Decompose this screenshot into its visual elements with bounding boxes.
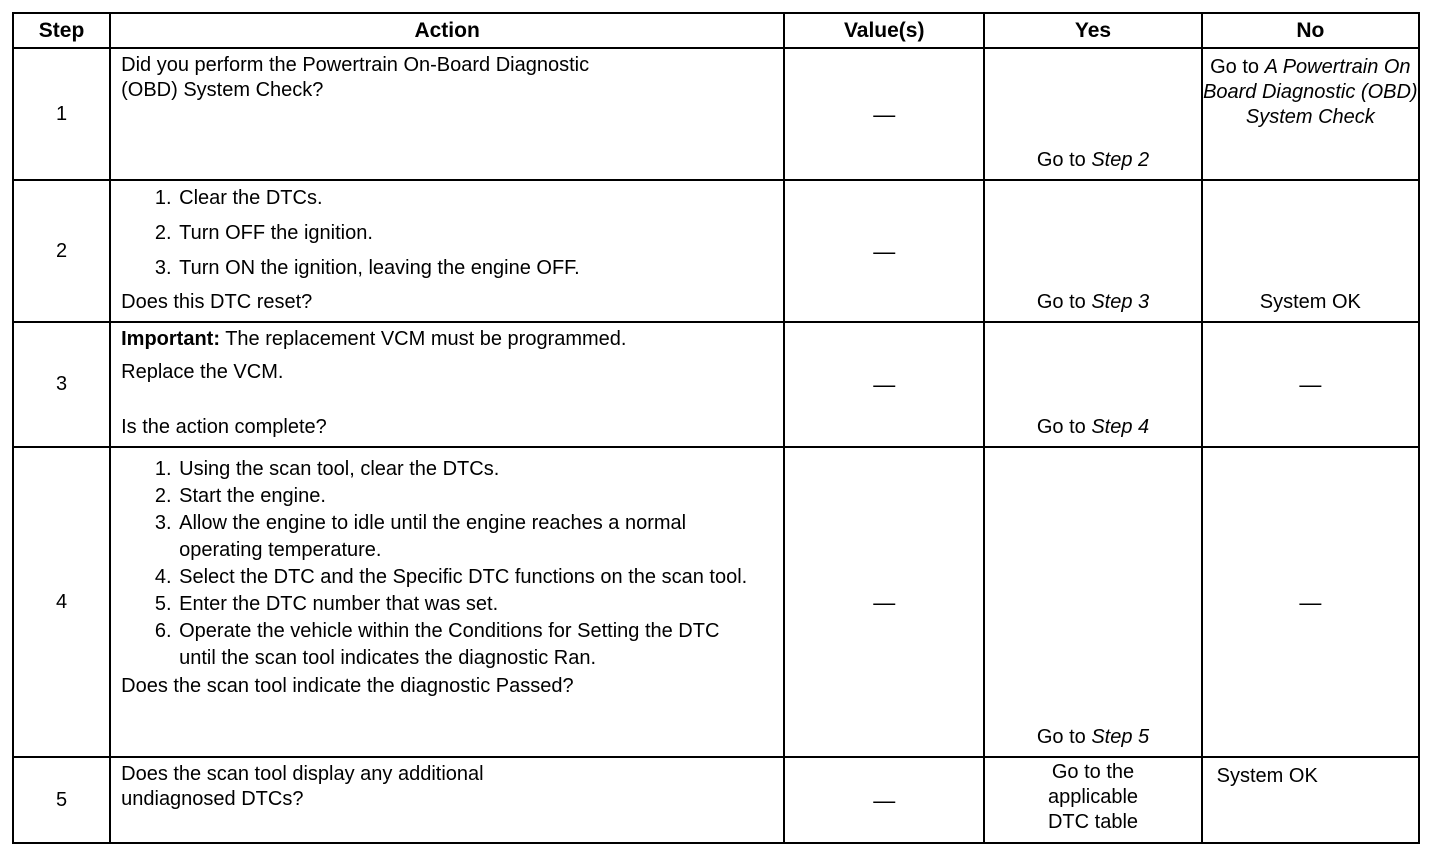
header-row: [13, 13, 1419, 48]
no-cell: —: [1202, 447, 1419, 757]
header-yes: Yes: [984, 13, 1201, 48]
yes-link[interactable]: Go to Step 3: [1036, 291, 1150, 313]
action-steps-list: [121, 185, 773, 282]
yes-link[interactable]: Go to the applicable DTC table: [1047, 761, 1139, 833]
no-cell: [1202, 48, 1419, 180]
no-link[interactable]: Go to A Powertrain On Board Diagnostic (OBD) System Check: [1203, 56, 1418, 128]
list-item: 5. Enter the DTC number that was set.: [177, 591, 757, 618]
list-item: 1. Using the scan tool, clear the DTCs.: [177, 456, 757, 483]
action-text: Does the scan tool display any additional undiagnosed DTCs?: [121, 763, 484, 810]
value-cell: —: [784, 322, 984, 447]
list-item: 2. Turn OFF the ignition.: [177, 220, 773, 247]
no-cell: [1202, 180, 1419, 322]
action-question: Does the scan tool indicate the diagnostic Passed?: [121, 675, 574, 697]
header-action: Action: [110, 13, 784, 48]
yes-link[interactable]: Go to Step 2: [1036, 149, 1150, 171]
action-question: Is the action complete?: [121, 416, 327, 438]
no-cell: —: [1202, 322, 1419, 447]
no-result: System OK: [1259, 291, 1361, 313]
yes-cell: [984, 757, 1201, 843]
value-cell: —: [784, 180, 984, 322]
action-cell: [110, 447, 784, 757]
step-number: 3: [13, 322, 110, 447]
yes-link[interactable]: Go to Step 4: [1036, 416, 1150, 438]
table-row: [13, 322, 1419, 447]
header-values: Value(s): [784, 13, 984, 48]
yes-cell: [984, 180, 1201, 322]
action-text: Did you perform the Powertrain On-Board Diagnostic (OBD) System Check?: [121, 54, 590, 101]
action-question: Does this DTC reset?: [121, 291, 313, 313]
table-row: [13, 757, 1419, 843]
yes-cell: [984, 322, 1201, 447]
list-item: 4. Select the DTC and the Specific DTC functions on the scan tool.: [177, 564, 757, 591]
action-steps-list: [121, 456, 757, 672]
action-cell: [110, 757, 784, 843]
header-step: Step: [13, 13, 110, 48]
yes-cell: [984, 48, 1201, 180]
list-item: 3. Turn ON the ignition, leaving the engine OFF.: [177, 255, 773, 282]
action-cell: [110, 322, 784, 447]
no-result: System OK: [1216, 765, 1318, 787]
diagnostic-table: [12, 12, 1420, 844]
step-number: 4: [13, 447, 110, 757]
list-item: 1. Clear the DTCs.: [177, 185, 773, 212]
table-row: [13, 48, 1419, 180]
step-number: 5: [13, 757, 110, 843]
important-note: Important: The replacement VCM must be programmed.: [121, 328, 627, 350]
header-no: No: [1202, 13, 1419, 48]
action-text: Replace the VCM.: [121, 361, 284, 383]
step-number: 2: [13, 180, 110, 322]
action-cell: [110, 48, 784, 180]
yes-link[interactable]: Go to Step 5: [1036, 726, 1150, 748]
value-cell: —: [784, 48, 984, 180]
step-number: 1: [13, 48, 110, 180]
list-item: 2. Start the engine.: [177, 483, 757, 510]
yes-cell: [984, 447, 1201, 757]
value-cell: —: [784, 757, 984, 843]
no-cell: [1202, 757, 1419, 843]
action-cell: [110, 180, 784, 322]
list-item: 6. Operate the vehicle within the Conditions for Setting the DTC until the scan tool indicates the diagnostic Ran.: [177, 618, 757, 672]
value-cell: —: [784, 447, 984, 757]
table-row: [13, 447, 1419, 757]
table-row: [13, 180, 1419, 322]
list-item: 3. Allow the engine to idle until the engine reaches a normal operating temperature.: [177, 510, 757, 564]
